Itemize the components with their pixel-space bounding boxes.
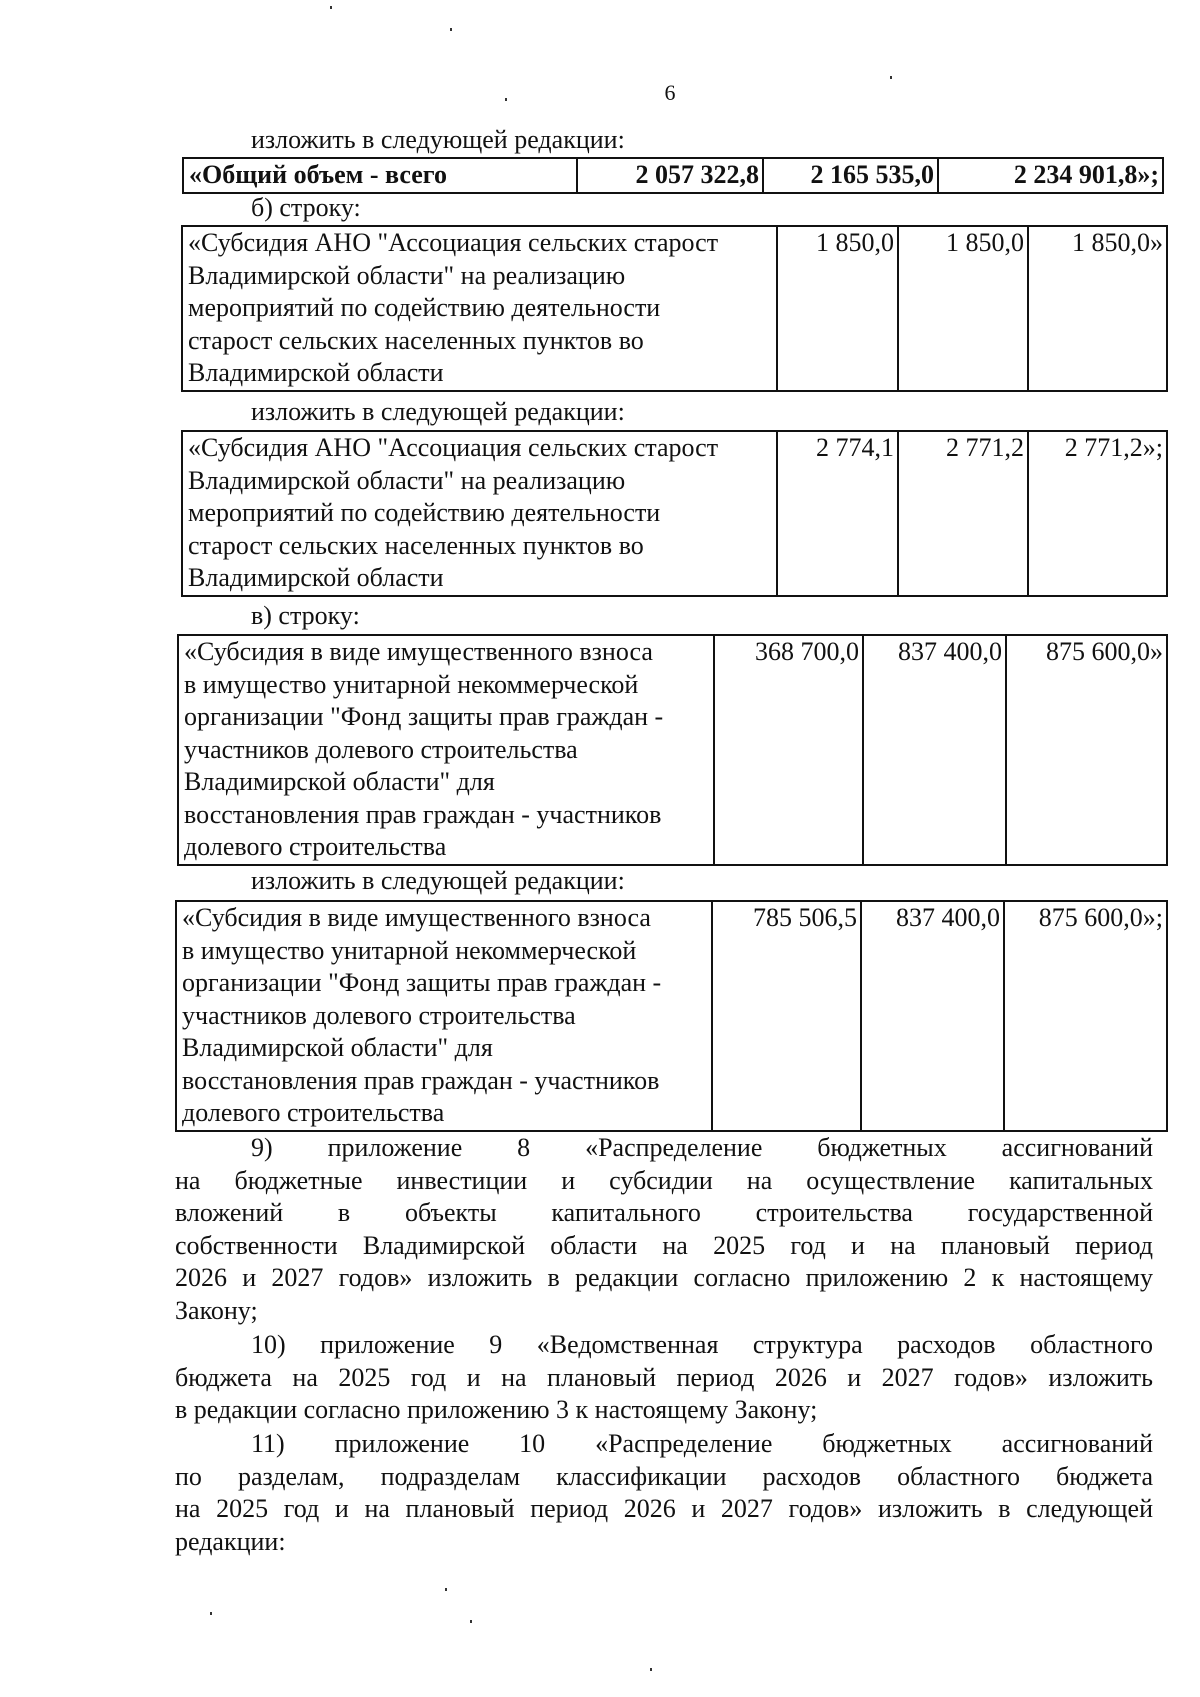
paragraph-line: на 2025 год и на плановый период 2026 и 2027 годов» изложить в следующей <box>175 1494 1153 1523</box>
restate-label: изложить в следующей редакции: <box>251 397 625 426</box>
page-number: 6 <box>664 80 676 105</box>
row-name: «Субсидия АНО "Ассоциация сельских старост Владимирской области" на реализацию мероприятий по содействию деятельности старост сельских населенных пунктов во Владимирской области <box>182 226 777 391</box>
restate-label: изложить в следующей редакции: <box>251 866 625 895</box>
value-2026: 837 400,0 <box>863 635 1006 865</box>
paragraph-line: бюджета на 2025 год и на плановый период 2026 и 2027 годов» изложить <box>175 1362 1153 1392</box>
scan-speck <box>330 6 332 9</box>
section-v-label: в) строку: <box>251 601 360 630</box>
section-b-label: б) строку: <box>251 193 361 222</box>
paragraph-line: вложений в объекты капитального строительства государственной <box>175 1198 1153 1227</box>
paragraph-item-10 <box>175 1329 1153 1427</box>
value-2025: 1 850,0 <box>777 226 898 391</box>
paragraph-line: собственности Владимирской области на 2025 год и на плановый период <box>175 1230 1153 1260</box>
value-2025: 2 774,1 <box>777 431 898 596</box>
value-2026: 2 165 535,0 <box>763 158 938 193</box>
table-row <box>182 226 1167 391</box>
table-row <box>178 635 1167 865</box>
row-name: «Субсидия АНО "Ассоциация сельских старост Владимирской области" на реализацию мероприятий по содействию деятельности старост сельских населенных пунктов во Владимирской области <box>182 431 777 596</box>
scan-speck <box>890 76 892 79</box>
value-2025: 368 700,0 <box>714 635 863 865</box>
value-2026: 1 850,0 <box>898 226 1028 391</box>
value-2027: 875 600,0»; <box>1004 901 1167 1131</box>
paragraph-item-9 <box>175 1132 1153 1327</box>
paragraph-line: 9) приложение 8 «Распределение бюджетных ассигнований <box>251 1133 1153 1162</box>
restate-label: изложить в следующей редакции: <box>251 125 625 154</box>
scan-speck <box>470 1620 472 1623</box>
paragraph-item-11 <box>175 1428 1153 1558</box>
scan-speck <box>445 1588 447 1591</box>
value-2026: 837 400,0 <box>861 901 1004 1131</box>
paragraph-line: по разделам, подразделам классификации расходов областного бюджета <box>175 1461 1153 1491</box>
table-row <box>176 901 1167 1131</box>
value-2025: 2 057 322,8 <box>577 158 763 193</box>
value-2025: 785 506,5 <box>712 901 861 1131</box>
paragraph-line: в редакции согласно приложению 3 к настоящему Закону; <box>175 1395 818 1424</box>
paragraph-line: редакции: <box>175 1526 286 1556</box>
fund-old-table <box>177 634 1168 866</box>
association-new-table <box>181 430 1168 597</box>
table-row <box>183 158 1163 193</box>
association-old-table <box>181 225 1168 392</box>
scan-speck <box>505 98 507 101</box>
row-name: «Общий объем - всего <box>183 158 577 193</box>
paragraph-line: 2026 и 2027 годов» изложить в редакции согласно приложению 2 к настоящему <box>175 1263 1153 1292</box>
paragraph-line: 11) приложение 10 «Распределение бюджетных ассигнований <box>251 1429 1153 1458</box>
total-volume-table <box>182 157 1164 194</box>
value-2027: 1 850,0» <box>1028 226 1167 391</box>
fund-new-table <box>175 900 1168 1132</box>
paragraph-line: Закону; <box>175 1295 258 1325</box>
value-2027: 2 234 901,8»; <box>938 158 1163 193</box>
value-2027: 2 771,2»; <box>1028 431 1167 596</box>
paragraph-line: на бюджетные инвестиции и субсидии на осуществление капитальных <box>175 1165 1153 1195</box>
row-name: «Субсидия в виде имущественного взноса в имущество унитарной некоммерческой организации "Фонд защиты прав граждан - участников долевого строительства Владимирской области" для восстановления прав граждан - участников долевого строительства <box>176 901 712 1131</box>
value-2026: 2 771,2 <box>898 431 1028 596</box>
scan-speck <box>650 1668 652 1671</box>
scan-speck <box>450 28 452 31</box>
row-name: «Субсидия в виде имущественного взноса в имущество унитарной некоммерческой организации "Фонд защиты прав граждан - участников долевого строительства Владимирской области" для восстановления прав граждан - участников долевого строительства <box>178 635 714 865</box>
paragraph-line: 10) приложение 9 «Ведомственная структура расходов областного <box>251 1330 1153 1359</box>
scan-speck <box>210 1612 212 1615</box>
table-row <box>182 431 1167 596</box>
value-2027: 875 600,0» <box>1006 635 1167 865</box>
